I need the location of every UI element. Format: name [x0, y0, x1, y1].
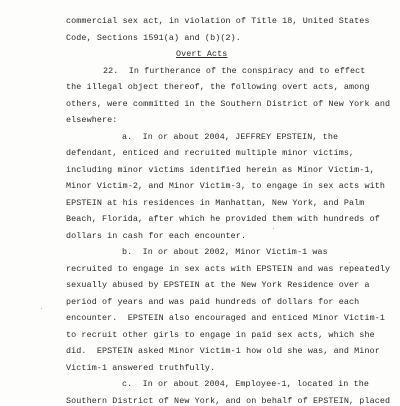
scan-speck	[41, 308, 42, 309]
paragraph-a-line: Beach, Florida, after which he provided them with hundreds of	[66, 214, 380, 224]
paragraph-c-line: Southern District of New York, and on behalf of EPSTEIN, placed	[66, 395, 391, 406]
section-heading: Overt Acts	[176, 49, 228, 59]
paragraph-a-line: a. In or about 2004, JEFFREY EPSTEIN, the	[122, 131, 339, 142]
paragraph-a-line: including minor victims identified herein as Minor Victim-1,	[66, 164, 375, 175]
paragraph-22-line: the illegal object thereof, the following overt acts, among	[66, 82, 370, 92]
paragraph-22-line: elsewhere:	[66, 115, 118, 125]
paragraph-a-line: defendant, enticed and recruited multiple minor victims,	[66, 148, 355, 158]
paragraph-b-line: b. In or about 2002, Minor Victim-1 was	[122, 247, 328, 257]
paragraph-c-line: c. In or about 2004, Employee-1, located in the	[122, 379, 369, 389]
paragraph-a-line: dollars in cash for each encounter.	[66, 230, 247, 241]
paragraph-a-line: EPSTEIN at his residences in Manhattan, New York, and Palm	[66, 197, 365, 208]
scan-speck	[273, 228, 274, 229]
paragraph-22-line: others, were committed in the Southern District of New York and	[66, 98, 391, 109]
paragraph-b-line: did. EPSTEIN asked Minor Victim-1 how old she was, and Minor	[66, 346, 380, 356]
body-line: Code, Sections 1591(a) and (b)(2).	[66, 32, 241, 43]
paragraph-b-line: sexually abused by EPSTEIN at the New York Residence over a	[66, 280, 370, 290]
body-line: commercial sex act, in violation of Title 18, United States	[66, 16, 370, 26]
paragraph-b-line: period of years and was paid hundreds of dollars for each	[66, 296, 360, 307]
paragraph-b-line: Victim-1 answered truthfully.	[66, 362, 216, 373]
paragraph-b-line: encounter. EPSTEIN also encouraged and enticed Minor Victim-1	[66, 313, 386, 323]
scan-speck	[349, 262, 350, 263]
paragraph-22-line: 22. In furtherance of the conspiracy and to effect	[103, 65, 366, 76]
paragraph-b-line: recruited to engage in sex acts with EPSTEIN and was repeatedly	[66, 263, 391, 274]
paragraph-b-line: to recruit other girls to engage in paid sex acts, which she	[66, 329, 375, 340]
paragraph-a-line: Minor Victim-2, and Minor Victim-3, to engage in sex acts with	[66, 181, 386, 191]
